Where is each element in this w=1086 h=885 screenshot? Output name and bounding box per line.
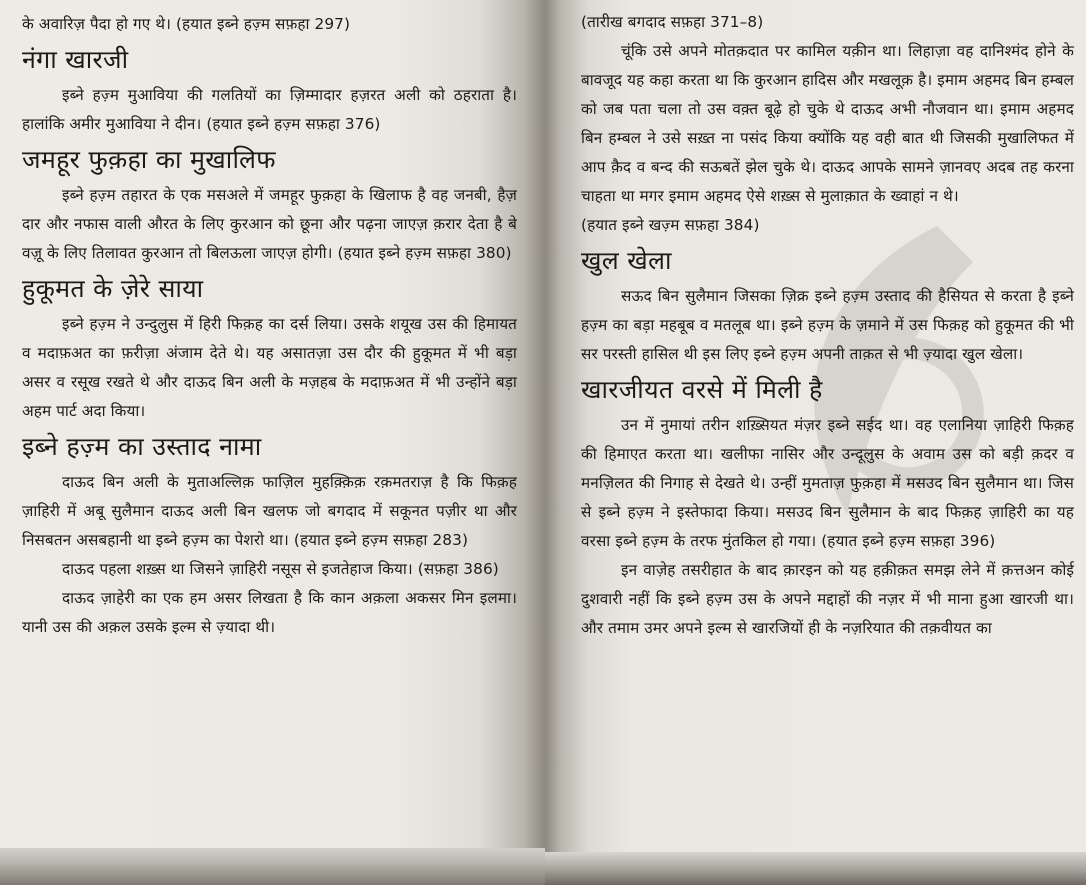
paragraph: दाऊद बिन अली के मुताअल्लिक़ फाज़िल मुहक़्क़िक़ रक़मतराज़ है कि फिक़ह ज़ाहिरी में अबू सुलैमान दाऊद अली बिन खलफ जो बगदाद में सकूनत पज़ीर था और निसबतन असबहानी था इब्ने हज़्म का पेशरो था। (हयात इब्ने हज़्म सफ़हा 283): [22, 473, 517, 549]
left-page-bottom-edge: [0, 848, 545, 885]
paragraph: इन वाज़ेह तसरीहात के बाद क़ारइन को यह हक़ीक़त समझ लेने में क़त्तअन कोई दुशवारी नहीं कि इब्ने हज़्म उस के अपने मद्दाहों की नज़र में भी माना हुआ खारजी था। और तमाम उमर अपने इल्म से खारजियों ही के नज़रियात की तक़वीयत का: [581, 561, 1074, 637]
paragraph: उन में नुमायां तरीन शख़्सियत मंज़र इब्ने सईद था। वह एलानिया ज़ाहिरी फिक़ह की हिमाएत करता था। खलीफा नासिर और उन्दूलुस के अवाम उस को बड़ी क़दर व मनज़िलत की निगाह से देखते थे। उन्हीं मुमताज़ फुक़हा में मसउद बिन सुलैमान था। जिस से इब्ने हज़्म ने इस्तेफादा किया। मसउद बिन सुलैमान के बाद फिक़ह ज़ाहिरी का यह वरसा इब्ने हज़्म के तरफ मुंतकिल हो गया। (हयात इब्ने हज़्म सफ़हा 396): [581, 416, 1074, 550]
paragraph: चूंकि उसे अपने मोतक़दात पर कामिल यक़ीन था। लिहाज़ा वह दानिश्मंद होने के बावजूद यह कहा करता था कि कुरआन हादिस और मखलूक़ है। इमाम अहमद बिन हम्बल को जब पता चला तो उस वक़्त बूढ़े हो चुके थे दाऊद अभी नौजवान था। इमाम अहमद बिन हम्बल ने उसे सख़्त ना पसंद किया क्योंकि यह वही बात थी जिसकी मुखालिफत में आप क़ैद व बन्द की सऊबतें झेल चुके थे। दाऊद आपके सामने ज़ानवए अदब तह करना चाहता था मगर इमाम अहमद ऐसे शख़्स से मुलाक़ात के ख्वाहां न थे।: [581, 42, 1074, 205]
section-heading: इब्ने हज़्म का उस्ताद नामा: [22, 432, 262, 461]
left-page-text: [22, 10, 517, 642]
section-heading: नंगा खारजी: [22, 45, 129, 74]
paragraph: इब्ने हज़्म मुआविया की गलतियों का ज़िम्मादार हज़रत अली को ठहराता है। हालांकि अमीर मुआविया ने दीन। (हयात इब्ने हज़्म सफ़हा 376): [22, 86, 517, 133]
section-heading: हुकूमत के ज़ेरे साया: [22, 274, 204, 303]
paragraph: सऊद बिन सुलैमान जिसका ज़िक्र इब्ने हज़्म उस्ताद की हैसियत से करता है इब्ने हज़्म का बड़ा महबूब व मतलूब था। इब्ने हज़्म के ज़माने में उस फिक़ह को हुकूमत की भी सर परस्ती हासिल थी इस लिए इब्ने हज़्म अपनी ताक़त से भी ज़्यादा खुल खेला।: [581, 287, 1074, 363]
right-page: [545, 0, 1086, 885]
section-heading: खारजीयत वरसे में मिली है: [581, 375, 823, 404]
paragraph: इब्ने हज़्म तहारत के एक मसअले में जमहूर फुक़हा के खिलाफ है वह जनबी, हैज़ दार और नफास वाली औरत के लिए कुरआन को छूना और पढ़ना जाएज़ क़रार देता है बे वज़ू के लिए तिलावत कुरआन तो बिलऊला जाएज़ होगी। (हयात इब्ने हज़्म सफ़हा 380): [22, 186, 517, 262]
paragraph: दाऊद ज़ाहेरी का एक हम असर लिखता है कि कान अक़ला अकसर मिन इलमा। यानी उस की अक़ल उसके इल्म से ज़्यादा थी।: [22, 589, 517, 636]
right-page-bottom-edge: [545, 852, 1086, 885]
paragraph: दाऊद पहला शख़्स था जिसने ज़ाहिरी नसूस से इजतेहाज किया। (सफ़हा 386): [62, 560, 499, 578]
paragraph: (तारीख बगदाद सफ़हा 371–8): [581, 13, 764, 31]
paragraph: (हयात इब्ने खज़्म सफ़हा 384): [581, 216, 760, 234]
section-heading: जमहूर फुक़हा का मुखालिफ: [22, 145, 276, 174]
paragraph: इब्ने हज़्म ने उन्दुलुस में हिरी फिक़ह का दर्स लिया। उसके शयूख उस की हिमायत व मदाफ़अत का फ़रीज़ा अंजाम देते थे। यह असातज़ा उस दौर की हुकूमत में भी बड़ा असर व रसूख रखते थे और दाऊद बिन अली के मज़हब के मदाफ़अत में भी उन्होंने बड़ा अहम पार्ट अदा किया।: [22, 315, 517, 420]
paragraph: के अवारिज़ पैदा हो गए थे। (हयात इब्ने हज़्म सफ़हा 297): [22, 15, 351, 33]
right-page-text: [581, 8, 1074, 643]
section-heading: खुल खेला: [581, 246, 672, 275]
